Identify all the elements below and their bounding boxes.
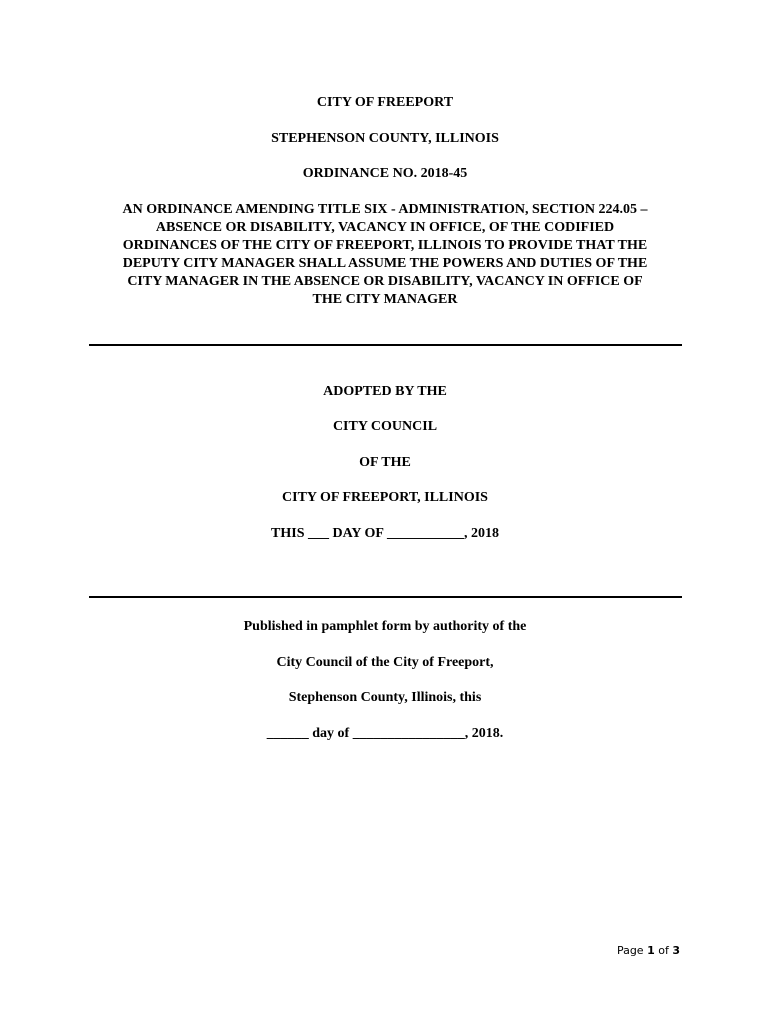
city-heading: CITY OF FREEPORT — [316, 95, 454, 110]
adopted-by-line: ADOPTED BY THE — [323, 384, 447, 399]
page-label: Page — [616, 944, 644, 957]
city-of-freeport-line: CITY OF FREEPORT, ILLINOIS — [282, 490, 488, 505]
ordinance-title-line: AN ORDINANCE AMENDING TITLE SIX - ADMINISTRATION, SECTION 224.05 – — [122, 202, 648, 217]
county-heading: STEPHENSON COUNTY, ILLINOIS — [271, 131, 499, 146]
ordinance-title-line: CITY MANAGER IN THE ABSENCE OR DISABILITY, VACANCY IN OFFICE OF — [127, 274, 643, 289]
current-page: 1 — [647, 944, 655, 957]
of-the-line: OF THE — [359, 455, 411, 470]
ordinance-title-line: ABSENCE OR DISABILITY, VACANCY IN OFFICE, OF THE CODIFIED — [155, 220, 615, 235]
city-council-line: CITY COUNCIL — [332, 419, 438, 434]
ordinance-title — [60, 201, 710, 309]
divider-rule-bottom — [89, 596, 682, 598]
ordinance-title-line: ORDINANCES OF THE CITY OF FREEPORT, ILLINOIS TO PROVIDE THAT THE — [122, 238, 648, 253]
of-label: of — [658, 944, 669, 957]
publication-line-1: Published in pamphlet form by authority of the — [243, 619, 527, 634]
total-pages: 3 — [672, 944, 680, 957]
publication-line-2: City Council of the City of Freeport, — [276, 655, 494, 670]
publication-line-3: Stephenson County, Illinois, this — [288, 690, 482, 705]
adoption-date-line: THIS ___ DAY OF ___________, 2018 — [271, 526, 499, 541]
publication-date-line: ______ day of ________________, 2018. — [266, 726, 504, 741]
ordinance-title-line: DEPUTY CITY MANAGER SHALL ASSUME THE POWERS AND DUTIES OF THE — [122, 256, 648, 271]
ordinance-title-line: THE CITY MANAGER — [312, 292, 458, 307]
page-number-footer — [560, 944, 680, 958]
ordinance-number: ORDINANCE NO. 2018-45 — [302, 166, 468, 181]
divider-rule-top — [89, 344, 682, 346]
